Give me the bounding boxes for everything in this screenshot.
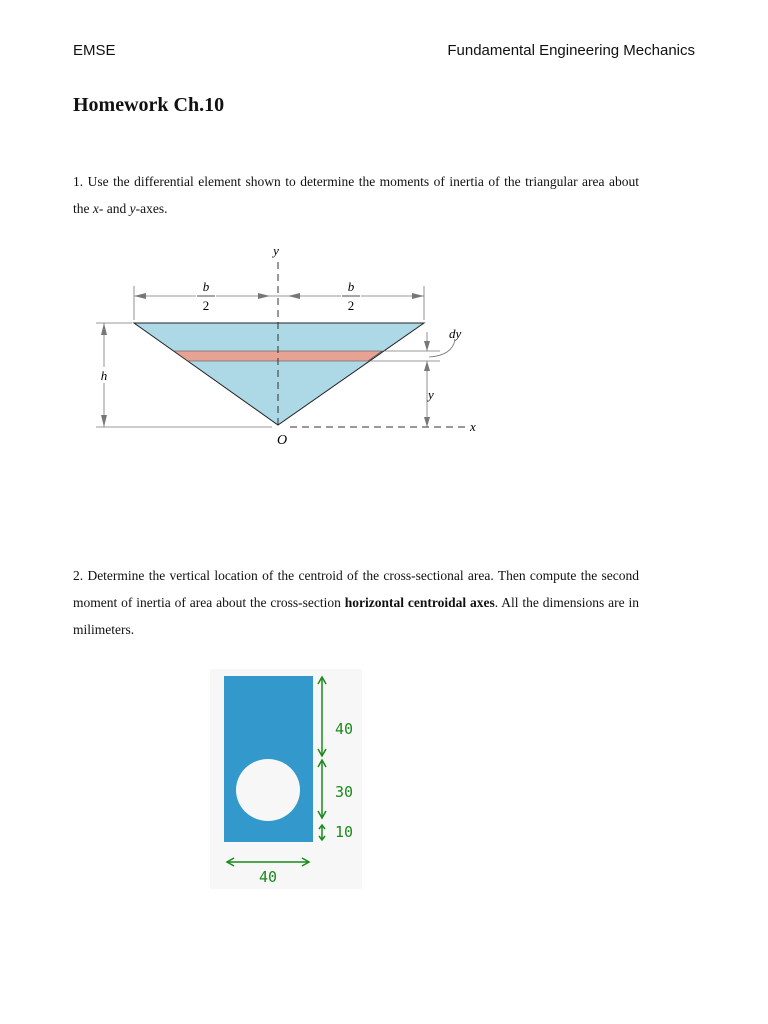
x-axis-label: x xyxy=(470,419,476,434)
frac-left-den: 2 xyxy=(202,298,210,313)
h-label: h xyxy=(100,368,108,383)
problem-2-text-a: 2. Determine the vertical location of the centroid of the cross-sectional area. Then compute the second moment of inertia of area about the cross-section xyxy=(73,568,639,610)
problem-1-text xyxy=(73,168,639,222)
problem-1-text-b: - and xyxy=(98,201,130,216)
frac-right-den: 2 xyxy=(347,298,355,313)
header-course-code: EMSE xyxy=(73,42,116,59)
dim-arrow-right xyxy=(412,293,424,299)
page-title: Homework Ch.10 xyxy=(73,94,225,116)
dy-label: dy xyxy=(449,326,462,341)
dim-40-top: 40 xyxy=(335,720,354,738)
y-dim-label: y xyxy=(428,387,434,402)
dim-40-bottom: 40 xyxy=(258,868,278,886)
problem-2-bold: horizontal centroidal axes xyxy=(344,595,495,610)
triangle-area xyxy=(134,323,424,425)
problem-2-text xyxy=(73,562,639,643)
problem-1-text-c: -axes. xyxy=(135,201,168,216)
triangle-figure xyxy=(93,238,498,453)
y-axis-label: y xyxy=(273,243,279,258)
dim-arrow-left xyxy=(134,293,146,299)
problem-1-text-a: 1. Use the differential element shown to determine the moments of inertia of the triangular area about the xyxy=(73,174,639,216)
circular-hole xyxy=(236,759,300,821)
cross-section-figure xyxy=(210,669,362,889)
problem-2-text-b: . All the dimensions are in milimeters. xyxy=(73,595,640,637)
frac-right-num: b xyxy=(347,279,355,294)
dy-leader xyxy=(429,340,455,357)
origin-label: O xyxy=(276,433,288,448)
frac-left-num: b xyxy=(202,279,210,294)
dim-10: 10 xyxy=(335,823,354,841)
problem-1-x-var: x xyxy=(92,201,99,216)
problem-1-y-var: y xyxy=(129,201,136,216)
dim-30: 30 xyxy=(335,783,354,801)
header-course-title: Fundamental Engineering Mechanics xyxy=(447,42,695,59)
